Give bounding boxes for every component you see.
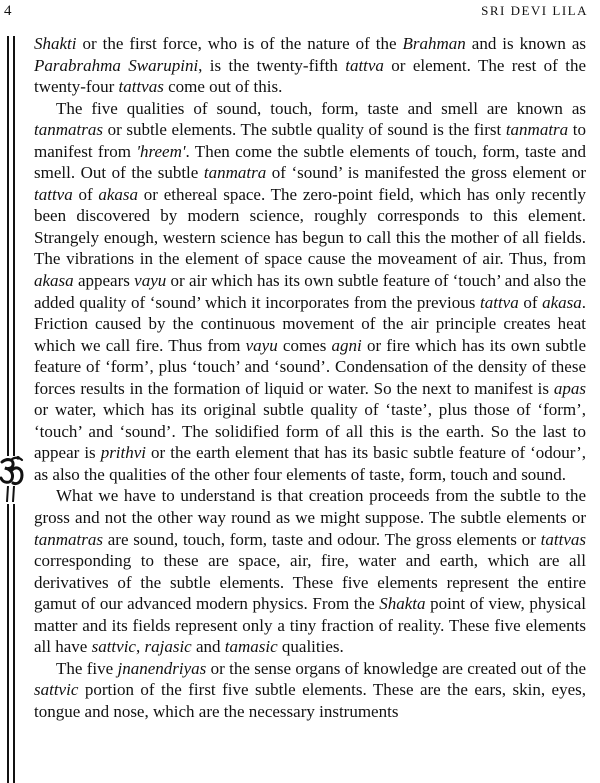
margin-rule-left-upper (7, 36, 9, 456)
text-run: What we have to understand is that creation proceeds from the subtle to the gross and not the other way round as we might suppose. The subtle elements or (34, 486, 586, 528)
italic-term: tattvas (540, 529, 586, 549)
text-run: corresponding to these are space, air, fire, water and earth, which are all derivatives of the subtle elements. These five elements represent the entire gamut of our advanced modern physics. From the (34, 551, 586, 614)
italic-term: 'hreem' (136, 141, 186, 161)
text-run: or the first force, who is of the nature of the (76, 34, 403, 53)
italic-term: tamasic (224, 637, 278, 657)
paragraph (34, 658, 586, 723)
text-run: point of view, physical matter and its fields represent only a tiny fraction of reality. These five elements all have (34, 594, 586, 657)
text-run: come out of this. (163, 77, 283, 97)
text-run: or air which has its own subtle feature of ‘touch’ and also the added quality of ‘sound’ which it incorporates from the previous (34, 271, 586, 312)
italic-term: rajasic (144, 637, 192, 657)
text-run: comes (277, 335, 332, 355)
italic-term: tattvas (118, 77, 164, 97)
italic-term: vayu (134, 271, 167, 291)
text-run: . Then come the subtle elements of touch, form, taste and smell. Out of the subtle (34, 141, 586, 183)
italic-term: apas (553, 378, 586, 398)
om-symbol-icon (0, 456, 25, 504)
text-run: or the sense organs of knowledge are created out of the (206, 658, 586, 678)
italic-term: tattva (345, 55, 384, 75)
italic-term: Brahman (402, 34, 466, 53)
italic-term: sattvic (91, 637, 136, 657)
text-run: The five (56, 658, 118, 678)
italic-term: akasa (98, 184, 139, 204)
text-run: and (191, 637, 225, 657)
text-run: qualities. (277, 637, 344, 657)
text-run: and is known as (465, 34, 586, 53)
italic-term: tanmatras (34, 529, 103, 549)
text-run: or water, which has its original subtle quality of ‘taste’, plus those of ‘form’, ‘touch’ and ‘sound’. The solidified form of all this is the earth. So the last to appear is (34, 400, 586, 463)
page-number: 4 (4, 3, 12, 19)
italic-term: Shakti (34, 34, 77, 53)
text-run: or the earth element that has its basic subtle feature of ‘odour’, as also the qualities of the other four elements of taste, form, touch and sound. (34, 443, 586, 484)
italic-term: jnanendriyas (117, 658, 207, 678)
running-head: SRI DEVI LILA (481, 3, 588, 18)
italic-term: tanmatra (203, 163, 267, 183)
italic-term: tanmatra (505, 120, 569, 140)
text-run: appears (73, 271, 135, 291)
text-run: or subtle elements. The subtle quality of sound is the first (102, 120, 506, 140)
margin-rule-right-upper (13, 36, 15, 456)
italic-term: Shakta (379, 594, 426, 614)
paragraph (34, 33, 586, 98)
italic-term: tattva (34, 184, 73, 204)
italic-term: Parabrahma Swarupini (34, 55, 199, 75)
italic-term: vayu (245, 335, 278, 355)
text-run: of (72, 184, 99, 204)
margin-rule-right-lower (13, 504, 15, 783)
text-run: The five qualities of sound, touch, form, taste and smell are known as (56, 98, 586, 118)
italic-term: akasa (542, 292, 582, 312)
page-header (0, 0, 600, 22)
italic-term: tattva (480, 292, 519, 312)
italic-term: prithvi (100, 443, 147, 463)
italic-term: akasa (34, 271, 74, 291)
text-run: to manifest from (34, 120, 586, 161)
margin-rule-left-lower (7, 504, 9, 783)
text-run: of (518, 292, 543, 312)
italic-term: tanmatras (34, 120, 103, 140)
text-run: or fire which has its own subtle feature of ‘form’, plus ‘touch’ and ‘sound’. Condensation of the density of these forces results in the formation of liquid or water. So the next to manifest is (34, 335, 586, 398)
text-run: portion of the first five subtle elements. These are the ears, skin, eyes, tongue and nose, which are the necessary instruments (34, 680, 586, 721)
paragraph (34, 485, 586, 657)
text-run: , is the twenty-fifth (198, 55, 346, 75)
text-run: of ‘sound’ is manifested the gross element or (266, 163, 586, 183)
paragraph (34, 98, 586, 486)
text-run: or element. The rest of the twenty-four (34, 55, 586, 97)
text-run: , (135, 637, 145, 657)
italic-term: sattvic (34, 680, 79, 700)
margin-ornament (0, 36, 30, 783)
text-run: . Friction caused by the continuous movement of the air principle creates heat which we call fire. Thus from (34, 292, 586, 355)
text-run: are sound, touch, form, taste and odour. The gross elements or (102, 529, 541, 549)
italic-term: agni (331, 335, 362, 355)
text-run: or ethereal space. The zero-point field, which has only recently been discovered by modern science, roughly corresponds to this element. Strangely enough, western science has begun to call this the mother of all fields. The vibrations in the element of space cause the moveament of air. Thus, from (34, 184, 586, 269)
body-text (34, 33, 586, 723)
